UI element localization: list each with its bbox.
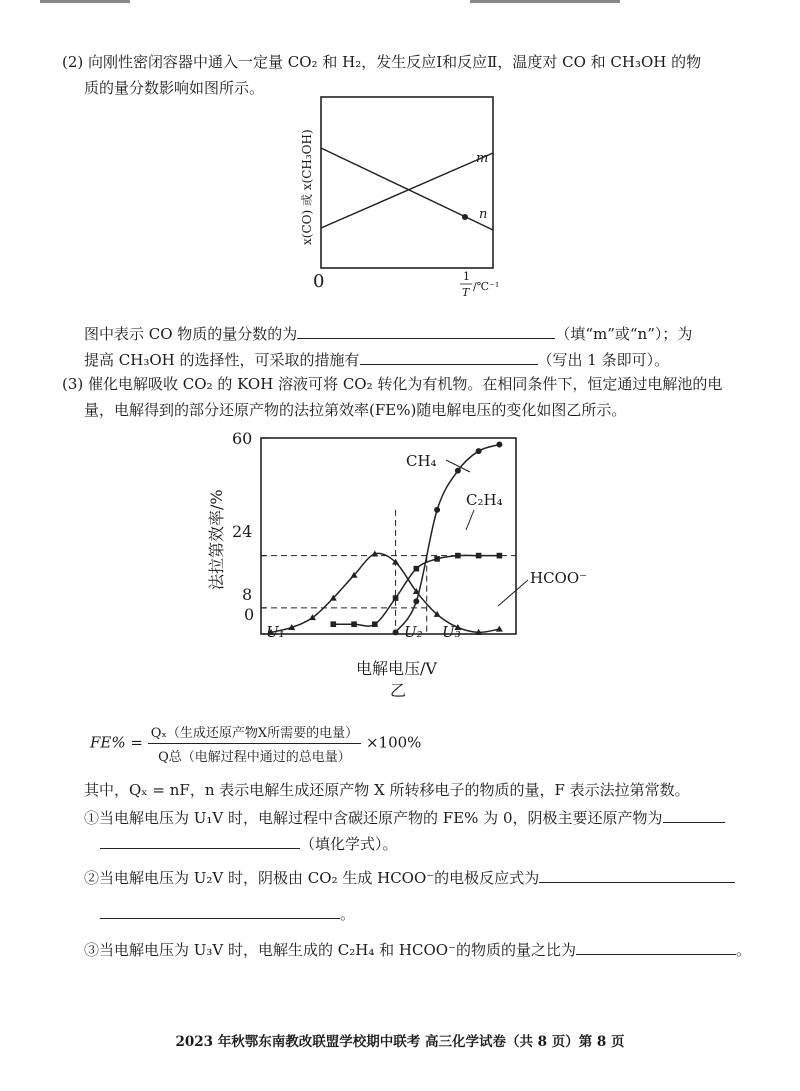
fig1-xlabel-num: 1 bbox=[463, 270, 470, 283]
fig2-point-s1-7 bbox=[476, 553, 482, 559]
part3-q1-line2 bbox=[100, 832, 398, 854]
fig2-point-s1-6 bbox=[455, 553, 461, 559]
fig2-ytick-24: 24 bbox=[232, 522, 253, 541]
fig2-point-s1-4 bbox=[414, 566, 420, 572]
part2-q1-answer-blank[interactable] bbox=[297, 322, 555, 339]
fig1-point-n bbox=[462, 214, 468, 220]
fig2-point-s1-8 bbox=[497, 553, 503, 559]
fig2-xlabel: 电解电压/V bbox=[356, 659, 437, 678]
fe-formula-fraction bbox=[148, 722, 361, 765]
part3-line1: (3) 催化电解吸收 CO₂ 的 KOH 溶液可将 CO₂ 转化为有机物。在相同条件下，恒定通过电解池的电 bbox=[62, 375, 723, 393]
fig2-xtick-u1: U₁ bbox=[266, 623, 285, 641]
fig1-frame bbox=[321, 97, 493, 268]
fig2-point-s2-2 bbox=[434, 507, 440, 513]
fig2-ytick-60: 60 bbox=[232, 429, 253, 448]
part3-q3-end: 。 bbox=[736, 941, 752, 959]
part3-q1-hint: （填化学式）。 bbox=[300, 835, 398, 853]
fig2-label-ch4: CH₄ bbox=[406, 452, 437, 470]
fig1-label-n: n bbox=[479, 207, 488, 222]
fig2-point-s2-1 bbox=[413, 598, 419, 604]
part3-q1-text: ①当电解电压为 U₁V 时，电解过程中含碳还原产物的 FE% 为 0，阴极主要还原产物为 bbox=[84, 809, 663, 827]
part3-q1-line1 bbox=[84, 806, 725, 828]
fig2-point-s1-0 bbox=[330, 621, 336, 627]
part3-q3-answer-blank[interactable] bbox=[576, 938, 736, 955]
part2-q1 bbox=[84, 322, 692, 344]
fig2-point-s0-11 bbox=[496, 626, 503, 632]
fig1-origin: 0 bbox=[313, 271, 325, 292]
fig2-point-s2-4 bbox=[476, 448, 482, 454]
fig2-ylabel: 法拉第效率/% bbox=[207, 489, 226, 590]
fig1-xlabel-den: T bbox=[462, 286, 470, 299]
top-edge-mark-right bbox=[470, 0, 620, 3]
part3-q2-end: 。 bbox=[340, 905, 356, 923]
fig2-leader-c2h4 bbox=[466, 510, 474, 530]
fig2-plot-frame bbox=[261, 438, 516, 634]
part3-q2-answer-blank-a[interactable] bbox=[539, 866, 735, 883]
part3-q2-line2 bbox=[100, 902, 355, 924]
part2-q2-hint: （写出 1 条即可）。 bbox=[537, 351, 670, 369]
fig2-point-s2-0 bbox=[393, 629, 399, 635]
part2-line2: 质的量分数影响如图所示。 bbox=[84, 79, 265, 97]
top-edge-mark-left bbox=[40, 0, 130, 3]
page-footer: 2023 年秋鄂东南教改联盟学校期中联考 高三化学试卷（共 8 页）第 8 页 bbox=[175, 1034, 625, 1050]
part2-q2 bbox=[84, 348, 669, 370]
fig2-point-s2-3 bbox=[455, 468, 461, 474]
fig2-xtick-u2: U₂ bbox=[404, 623, 423, 641]
fe-formula bbox=[90, 722, 421, 765]
part3-q1-answer-blank-b[interactable] bbox=[100, 832, 300, 849]
part3-q3-text: ③当电解电压为 U₃V 时，电解生成的 C₂H₄ 和 HCOO⁻的物质的量之比为 bbox=[84, 941, 576, 959]
fig2-label-hcoo: HCOO⁻ bbox=[530, 569, 588, 587]
part2-line1: (2) 向刚性密闭容器中通入一定量 CO₂ 和 H₂，发生反应Ⅰ和反应Ⅱ，温度对 CO 和 CH₃OH 的物 bbox=[62, 53, 702, 71]
part3-q3 bbox=[84, 938, 751, 960]
figure-2-faradaic-efficiency-chart bbox=[0, 420, 800, 710]
fig2-label-c2h4: C₂H₄ bbox=[466, 491, 503, 509]
part2-q1-hint: （填“m”或“n”）；为 bbox=[555, 325, 693, 343]
fig1-ylabel: x(CO) 或 x(CH₃OH) bbox=[300, 129, 314, 245]
part3-note: 其中，Qₓ = nF，n 表示电解生成还原产物 X 所转移电子的物质的量，F 表示法拉第常数。 bbox=[84, 781, 690, 799]
fe-formula-lhs: FE% = bbox=[90, 733, 143, 752]
fig2-ytick-8: 8 bbox=[242, 585, 253, 604]
fe-formula-numerator: Qₓ（生成还原产物X所需要的电量） bbox=[148, 722, 361, 744]
part3-q2-answer-blank-b[interactable] bbox=[100, 902, 340, 919]
fig2-xtick-u3: U₃ bbox=[442, 623, 461, 641]
fig2-series-line-2 bbox=[396, 445, 500, 633]
part2-q1-text: 图中表示 CO 物质的量分数的为 bbox=[84, 325, 298, 343]
fig1-xlabel-unit: /℃⁻¹ bbox=[473, 280, 500, 293]
part3-q2-line1 bbox=[84, 866, 735, 888]
fig2-point-s1-2 bbox=[372, 621, 378, 627]
fig2-leader-hcoo bbox=[498, 580, 528, 606]
fig2-point-s1-1 bbox=[351, 621, 357, 627]
part2-q2-text: 提高 CH₃OH 的选择性，可采取的措施有 bbox=[84, 351, 360, 369]
part2-q2-answer-blank[interactable] bbox=[360, 348, 538, 365]
part3-q1-answer-blank-a[interactable] bbox=[663, 806, 725, 823]
fe-formula-denominator: Q总（电解过程中通过的总电量） bbox=[158, 750, 351, 765]
fig2-point-s1-3 bbox=[393, 595, 399, 601]
fig2-point-s1-5 bbox=[434, 556, 440, 562]
fig2-caption: 乙 bbox=[390, 681, 407, 700]
fig1-label-m: m bbox=[476, 151, 489, 166]
fig2-series-line-0 bbox=[271, 553, 499, 632]
part3-line2: 量，电解得到的部分还原产物的法拉第效率(FE%)随电解电压的变化如图乙所示。 bbox=[84, 401, 627, 419]
fig2-ytick-0: 0 bbox=[244, 605, 255, 624]
fe-formula-tail: ×100% bbox=[365, 733, 422, 752]
fig2-point-s2-5 bbox=[496, 442, 502, 448]
part3-q2-text: ②当电解电压为 U₂V 时，阴极由 CO₂ 生成 HCOO⁻的电极反应式为 bbox=[84, 869, 540, 887]
